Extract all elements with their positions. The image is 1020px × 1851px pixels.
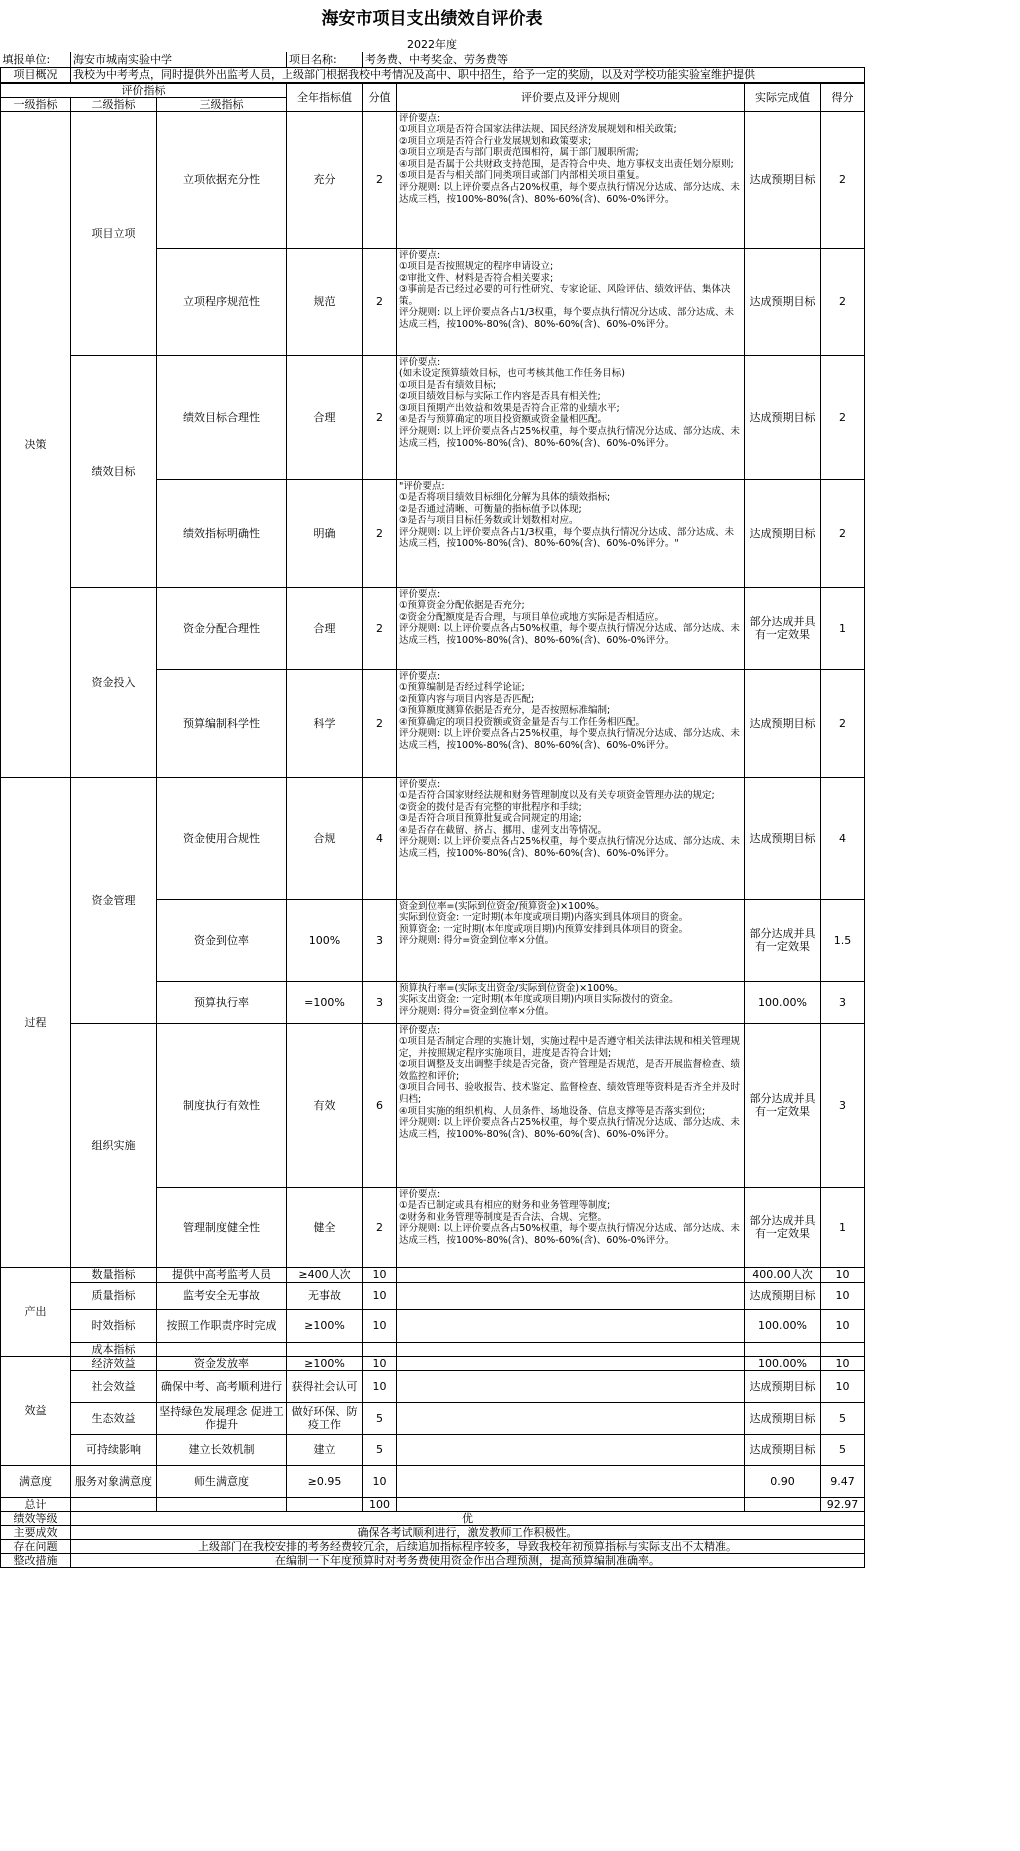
rules-cell: 评价要点: ①项目立项是否符合国家法律法规、国民经济发展规划和相关政策; ②项目立项是否符合行业发展规划和政策要求; ③项目立项是否与部门职责范围相符，属于部门履职所需; ④项目是否属于公共财政支持范围，是否符合中央、地方事权支出责任划分原则; ⑤项目是否与相关部门同类项目或部门内部相关项目重复。 评分规则: 以上评价要点各占20%权重，每个要点执行情况分达成、部分达成、未达成三档，按100%-80%(含)、80%-60%(含)、60%-0%评分。 <box>397 111 745 248</box>
value-cell <box>363 1342 397 1356</box>
table-row <box>1 1282 865 1309</box>
rules-cell <box>397 1282 745 1309</box>
score-cell: 3 <box>821 1023 865 1187</box>
l2-cell: 数量指标 <box>71 1267 157 1282</box>
overview-text: 我校为中考考点，同时提供外出监考人员，上级部门根据我校中考情况及高中、职中招生，给予一定的奖励，以及对学校功能实验室维护提供 <box>71 67 865 82</box>
rules-cell <box>397 1342 745 1356</box>
issues-value: 上级部门在我校安排的考务经费较冗余，后续追加指标程序较多，导致我校年初预算指标与实际支出不太精准。 <box>71 1539 865 1553</box>
value-cell: 10 <box>363 1465 397 1497</box>
header-indicator: 评价指标 <box>1 83 287 97</box>
l3-cell: 制度执行有效性 <box>157 1023 287 1187</box>
subgroup-fund-mgmt: 资金管理 <box>71 777 157 1023</box>
target-cell: 明确 <box>287 479 363 587</box>
l2-cell: 社会效益 <box>71 1370 157 1402</box>
group-output: 产出 <box>1 1267 71 1356</box>
score-cell: 1.5 <box>821 899 865 981</box>
score-cell: 10 <box>821 1356 865 1370</box>
value-cell: 2 <box>363 669 397 777</box>
subgroup-project-setup: 项目立项 <box>71 111 157 355</box>
measures-row <box>1 1553 865 1567</box>
value-cell: 10 <box>363 1370 397 1402</box>
actual-cell: 100.00% <box>745 1356 821 1370</box>
value-cell: 10 <box>363 1282 397 1309</box>
actual-cell: 达成预期目标 <box>745 248 821 355</box>
table-row <box>1 1434 865 1465</box>
rules-cell: 评价要点: ①是否符合国家财经法规和财务管理制度以及有关专项资金管理办法的规定; ②资金的拨付是否有完整的审批程序和手续; ③是否符合项目预算批复或合同规定的用途; ④是否存在截留、挤占、挪用、虚列支出等情况。 评分规则: 以上评价要点各占25%权重，每个要点执行情况分达成、部分达成、未达成三档，按100%-80%(含)、80%-60%(含)、60%-0%评分。 <box>397 777 745 899</box>
target-cell: 100% <box>287 899 363 981</box>
measures-value: 在编制一下年度预算时对考务费使用资金作出合理预测，提高预算编制准确率。 <box>71 1553 865 1567</box>
project-label: 项目名称: <box>287 52 363 67</box>
table-row <box>1 587 865 669</box>
score-cell: 2 <box>821 669 865 777</box>
score-cell: 5 <box>821 1434 865 1465</box>
l2-cell: 服务对象满意度 <box>71 1465 157 1497</box>
score-cell: 1 <box>821 587 865 669</box>
issues-row <box>1 1539 865 1553</box>
value-cell: 3 <box>363 981 397 1023</box>
target-cell: 科学 <box>287 669 363 777</box>
actual-cell: 400.00人次 <box>745 1267 821 1282</box>
target-cell: 建立 <box>287 1434 363 1465</box>
score-cell: 10 <box>821 1309 865 1342</box>
unit-label: 填报单位: <box>1 52 71 67</box>
subgroup-fund-input: 资金投入 <box>71 587 157 777</box>
value-cell: 2 <box>363 355 397 479</box>
l2-cell: 时效指标 <box>71 1309 157 1342</box>
target-cell: ≥100% <box>287 1356 363 1370</box>
target-cell: 合理 <box>287 587 363 669</box>
l3-cell: 监考安全无事故 <box>157 1282 287 1309</box>
header-score: 得分 <box>821 83 865 111</box>
total-value: 100 <box>363 1497 397 1511</box>
rules-cell: 资金到位率=(实际到位资金/预算资金)×100%。 实际到位资金: 一定时期(本年度或项目期)内落实到具体项目的资金。 预算资金: 一定时期(本年度或项目期)内预算安排到具体项目的资金。 评分规则: 得分=资金到位率×分值。 <box>397 899 745 981</box>
rules-cell: 评价要点: ①是否已制定或具有相应的财务和业务管理等制度; ②财务和业务管理等制度是否合法、合规、完整。 评分规则: 以上评价要点各占50%权重，每个要点执行情况分达成、部分达成、未达成三档，按100%-80%(含)、80%-60%(含)、60%-0%评分。 <box>397 1187 745 1267</box>
actual-cell: 达成预期目标 <box>745 479 821 587</box>
actual-cell: 部分达成并具有一定效果 <box>745 899 821 981</box>
table-row <box>1 1267 865 1282</box>
total-row <box>1 1497 865 1511</box>
l3-cell: 立项程序规范性 <box>157 248 287 355</box>
actual-cell: 100.00% <box>745 981 821 1023</box>
group-decision: 决策 <box>1 111 71 777</box>
actual-cell: 达成预期目标 <box>745 355 821 479</box>
l2-cell: 可持续影响 <box>71 1434 157 1465</box>
total-score: 92.97 <box>821 1497 865 1511</box>
table-row <box>1 1370 865 1402</box>
rules-cell <box>397 1370 745 1402</box>
l3-cell: 坚持绿色发展理念 促进工作提升 <box>157 1402 287 1434</box>
actual-cell: 达成预期目标 <box>745 777 821 899</box>
rules-cell: 评价要点: (如未设定预算绩效目标，也可考核其他工作任务目标) ①项目是否有绩效目标; ②项目绩效目标与实际工作内容是否具有相关性; ③项目预期产出效益和效果是否符合正常的业绩水平; ④是否与预算确定的项目投资额或资金量相匹配。 评分规则: 以上评价要点各占25%权重，每个要点执行情况分达成、部分达成、未达成三档，按100%-80%(含)、80%-60%(含)、60%-0%评分。 <box>397 355 745 479</box>
evaluation-table <box>0 83 865 1568</box>
l3-cell: 师生满意度 <box>157 1465 287 1497</box>
score-cell: 9.47 <box>821 1465 865 1497</box>
actual-cell: 达成预期目标 <box>745 111 821 248</box>
results-row <box>1 1525 865 1539</box>
subgroup-perf-target: 绩效目标 <box>71 355 157 587</box>
target-cell: 规范 <box>287 248 363 355</box>
score-cell: 2 <box>821 248 865 355</box>
score-cell: 10 <box>821 1370 865 1402</box>
header-target: 全年指标值 <box>287 83 363 111</box>
value-cell: 10 <box>363 1267 397 1282</box>
rules-cell <box>397 1309 745 1342</box>
rules-cell <box>397 1356 745 1370</box>
l3-cell: 资金使用合规性 <box>157 777 287 899</box>
l2-cell: 经济效益 <box>71 1356 157 1370</box>
actual-cell: 达成预期目标 <box>745 1282 821 1309</box>
rules-cell: 评价要点: ①预算资金分配依据是否充分; ②资金分配额度是否合理，与项目单位或地方实际是否相适应。 评分规则: 以上评价要点各占50%权重，每个要点执行情况分达成、部分达成、未达成三档，按100%-80%(含)、80%-60%(含)、60%-0%评分。 <box>397 587 745 669</box>
actual-cell <box>745 1342 821 1356</box>
rules-cell <box>397 1402 745 1434</box>
header-l1: 一级指标 <box>1 97 71 111</box>
rules-cell: 预算执行率=(实际支出资金/实际到位资金)×100%。 实际支出资金: 一定时期(本年度或项目期)内项目实际拨付的资金。 评分规则: 得分=资金到位率×分值。 <box>397 981 745 1023</box>
target-cell: =100% <box>287 981 363 1023</box>
target-cell: 获得社会认可 <box>287 1370 363 1402</box>
header-l3: 三级指标 <box>157 97 287 111</box>
rules-cell <box>397 1465 745 1497</box>
value-cell: 2 <box>363 587 397 669</box>
l3-cell: 立项依据充分性 <box>157 111 287 248</box>
score-cell: 1 <box>821 1187 865 1267</box>
target-cell: ≥0.95 <box>287 1465 363 1497</box>
rules-cell <box>397 1434 745 1465</box>
l2-cell: 生态效益 <box>71 1402 157 1434</box>
report-year: 2022年度 <box>407 38 457 51</box>
actual-cell: 达成预期目标 <box>745 1402 821 1434</box>
score-cell: 2 <box>821 479 865 587</box>
subgroup-org-impl: 组织实施 <box>71 1023 157 1267</box>
results-value: 确保各考试顺利进行，激发教师工作积极性。 <box>71 1525 865 1539</box>
grade-label: 绩效等级 <box>1 1511 71 1525</box>
header-score-value: 分值 <box>363 83 397 111</box>
header-l2: 二级指标 <box>71 97 157 111</box>
value-cell: 3 <box>363 899 397 981</box>
target-cell: 有效 <box>287 1023 363 1187</box>
value-cell: 5 <box>363 1402 397 1434</box>
rules-cell: 评价要点: ①预算编制是否经过科学论证; ②预算内容与项目内容是否匹配; ③预算额度测算依据是否充分，是否按照标准编制; ④预算确定的项目投资额或资金量是否与工作任务相匹配。 评分规则: 以上评价要点各占25%权重，每个要点执行情况分达成、部分达成、未达成三档，按100%-80%(含)、80%-60%(含)、60%-0%评分。 <box>397 669 745 777</box>
l3-cell: 建立长效机制 <box>157 1434 287 1465</box>
overview-label: 项目概况 <box>1 67 71 82</box>
table-row <box>1 777 865 899</box>
value-cell: 4 <box>363 777 397 899</box>
group-process: 过程 <box>1 777 71 1267</box>
l3-cell: 预算执行率 <box>157 981 287 1023</box>
rules-cell: 评价要点: ①项目是否制定合理的实施计划，实施过程中是否遵守相关法律法规和相关管理规定，并按照规定程序实施项目，进度是否符合计划; ②项目调整及支出调整手续是否完备，资产管理是否规范，是否开展监督检查、绩效监控和评价; ③项目合同书、验收报告、技术鉴定、监督检查、绩效管理等资料是否齐全并及时归档; ④项目实施的组织机构、人员条件、场地设备、信息支撑等是否落实到位; 评分规则: 以上评价要点各占25%权重，每个要点执行情况分达成、部分达成、未达成三档，按100%-80%(含)、80%-60%(含)、60%-0%评分。 <box>397 1023 745 1187</box>
actual-cell: 0.90 <box>745 1465 821 1497</box>
group-satisfaction: 满意度 <box>1 1465 71 1497</box>
target-cell: 合理 <box>287 355 363 479</box>
rules-cell: "评价要点: ①是否将项目绩效目标细化分解为具体的绩效指标; ②是否通过清晰、可衡量的指标值予以体现; ③是否与项目目标任务数或计划数相对应。 评分规则: 以上评价要点各占1/3权重，每个要点执行情况分达成、部分达成、未达成三档，按100%-80%(含)、80%-60%(含)、60%-0%评分。" <box>397 479 745 587</box>
l3-cell: 预算编制科学性 <box>157 669 287 777</box>
actual-cell: 达成预期目标 <box>745 669 821 777</box>
value-cell: 6 <box>363 1023 397 1187</box>
rules-cell: 评价要点: ①项目是否按照规定的程序申请设立; ②审批文件、材料是否符合相关要求; ③事前是否已经过必要的可行性研究、专家论证、风险评估、绩效评估、集体决策。 评分规则: 以上评价要点各占1/3权重，每个要点执行情况分达成、部分达成、未达成三档，按100%-80%(含)、80%-60%(含)、60%-0%评分。 <box>397 248 745 355</box>
total-label: 总计 <box>1 1497 71 1511</box>
table-row <box>1 355 865 479</box>
value-cell: 10 <box>363 1309 397 1342</box>
l3-cell: 按照工作职责序时完成 <box>157 1309 287 1342</box>
actual-cell: 部分达成并具有一定效果 <box>745 1023 821 1187</box>
value-cell: 2 <box>363 248 397 355</box>
grade-value: 优 <box>71 1511 865 1525</box>
table-row <box>1 1402 865 1434</box>
score-cell: 5 <box>821 1402 865 1434</box>
results-label: 主要成效 <box>1 1525 71 1539</box>
value-cell: 2 <box>363 1187 397 1267</box>
measures-label: 整改措施 <box>1 1553 71 1567</box>
table-row <box>1 1465 865 1497</box>
target-cell: ≥400人次 <box>287 1267 363 1282</box>
l3-cell: 提供中高考监考人员 <box>157 1267 287 1282</box>
target-cell: 充分 <box>287 111 363 248</box>
value-cell: 10 <box>363 1356 397 1370</box>
table-row <box>1 1023 865 1187</box>
value-cell: 2 <box>363 479 397 587</box>
header-info-table <box>0 52 865 83</box>
l3-cell <box>157 1342 287 1356</box>
table-row <box>1 111 865 248</box>
table-row <box>1 1356 865 1370</box>
unit-value: 海安市城南实验中学 <box>71 52 287 67</box>
l3-cell: 管理制度健全性 <box>157 1187 287 1267</box>
score-cell: 4 <box>821 777 865 899</box>
l3-cell: 资金发放率 <box>157 1356 287 1370</box>
header-actual: 实际完成值 <box>745 83 821 111</box>
score-cell: 3 <box>821 981 865 1023</box>
target-cell: 合规 <box>287 777 363 899</box>
actual-cell: 部分达成并具有一定效果 <box>745 1187 821 1267</box>
l2-cell: 质量指标 <box>71 1282 157 1309</box>
score-cell <box>821 1342 865 1356</box>
actual-cell: 达成预期目标 <box>745 1370 821 1402</box>
group-benefit: 效益 <box>1 1356 71 1465</box>
project-value: 考务费、中考奖金、劳务费等 <box>363 52 865 67</box>
actual-cell: 部分达成并具有一定效果 <box>745 587 821 669</box>
score-cell: 2 <box>821 111 865 248</box>
value-cell: 2 <box>363 111 397 248</box>
target-cell: 健全 <box>287 1187 363 1267</box>
l3-cell: 绩效目标合理性 <box>157 355 287 479</box>
rules-cell <box>397 1267 745 1282</box>
header-rules: 评价要点及评分规则 <box>397 83 745 111</box>
table-row <box>1 1309 865 1342</box>
actual-cell: 达成预期目标 <box>745 1434 821 1465</box>
l2-cell: 成本指标 <box>71 1342 157 1356</box>
table-row <box>1 1342 865 1356</box>
l3-cell: 资金分配合理性 <box>157 587 287 669</box>
value-cell: 5 <box>363 1434 397 1465</box>
l3-cell: 绩效指标明确性 <box>157 479 287 587</box>
target-cell: 做好环保、防疫工作 <box>287 1402 363 1434</box>
l3-cell: 资金到位率 <box>157 899 287 981</box>
score-cell: 10 <box>821 1267 865 1282</box>
score-cell: 10 <box>821 1282 865 1309</box>
target-cell: ≥100% <box>287 1309 363 1342</box>
target-cell: 无事故 <box>287 1282 363 1309</box>
actual-cell: 100.00% <box>745 1309 821 1342</box>
grade-row <box>1 1511 865 1525</box>
target-cell <box>287 1342 363 1356</box>
page-title: 海安市项目支出绩效自评价表 <box>321 9 543 29</box>
score-cell: 2 <box>821 355 865 479</box>
l3-cell: 确保中考、高考顺利进行 <box>157 1370 287 1402</box>
issues-label: 存在问题 <box>1 1539 71 1553</box>
